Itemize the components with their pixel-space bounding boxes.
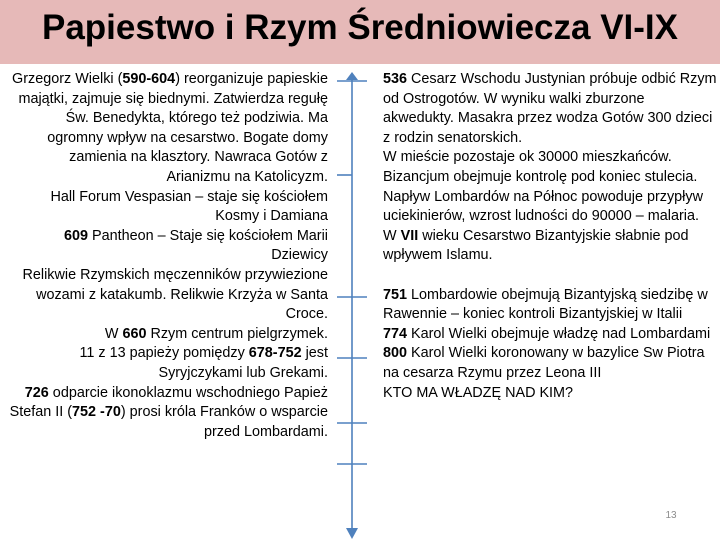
right-paragraph xyxy=(383,344,718,383)
bold-date: 660 xyxy=(122,325,147,342)
right-paragraph xyxy=(383,168,718,188)
page-number: 13 xyxy=(665,510,677,521)
text-run: Lombardowie obejmują Bizantyjską siedzibę w Rawennie – koniec kontroli Bizantyjskiej w Italii xyxy=(383,286,708,323)
right-paragraph xyxy=(383,325,718,345)
text-run: W mieście pozostaje ok 30000 mieszkańców. xyxy=(383,149,672,166)
text-run: KTO MA WŁADZĘ NAD KIM? xyxy=(383,384,574,401)
bold-date: 774 xyxy=(383,325,408,342)
text-run: W xyxy=(104,325,123,342)
right-paragraph xyxy=(383,227,718,266)
left-paragraph xyxy=(6,325,328,345)
right-column xyxy=(383,70,718,403)
bold-date: 800 xyxy=(383,345,408,362)
text-run: ) prosi króla Franków o wsparcie przed Lombardami. xyxy=(120,404,328,440)
bold-date: 726 xyxy=(24,384,49,401)
text-run: Pantheon – Staje się kościołem Marii Dziewicy xyxy=(88,227,328,264)
text-run: Napływ Lombardów na Północ powoduje przypływ uciekinierów, wzrost ludności do 90000 – malaria. xyxy=(383,188,703,225)
bold-date: 609 xyxy=(64,227,89,244)
right-paragraph xyxy=(383,188,718,227)
left-paragraph xyxy=(6,188,328,227)
bold-date: 678-752 xyxy=(248,345,302,362)
bold-date: VII xyxy=(400,227,419,244)
text-run: Karol Wielki obejmuje władzę nad Lombardami xyxy=(407,325,711,342)
slide-title: Papiestwo i Rzym Średniowiecza VI-IX xyxy=(41,8,678,47)
timeline-arrowhead-top xyxy=(346,72,358,80)
bold-date: 536 xyxy=(383,71,408,87)
right-paragraph xyxy=(383,70,718,148)
left-paragraph xyxy=(6,266,328,325)
timeline-arrowhead-bottom xyxy=(346,528,358,539)
left-paragraph xyxy=(6,70,328,188)
text-run: jest Syryjczykami lub Grekami. xyxy=(158,345,328,381)
left-paragraph xyxy=(6,384,328,443)
text-run: Hall Forum Vespasian – staje się kościołem Kosmy i Damiana xyxy=(50,188,328,225)
right-paragraph xyxy=(383,148,718,168)
bold-date: 751 xyxy=(383,286,408,303)
left-paragraph xyxy=(6,344,328,383)
text-run: wieku Cesarstwo Bizantyjskie słabnie pod wpływem Islamu. xyxy=(383,227,689,264)
bold-date: 590-604 xyxy=(122,71,176,87)
text-run: Rzym centrum pielgrzymek. xyxy=(146,325,328,342)
right-paragraph xyxy=(383,384,718,404)
bold-date: 752 -70 xyxy=(72,404,121,421)
text-run: W xyxy=(383,227,401,244)
text-run: Grzegorz Wielki ( xyxy=(12,71,123,87)
left-column xyxy=(6,70,328,442)
text-run: Cesarz Wschodu Justynian próbuje odbić Rzym od Ostrogotów. W wyniku walki zburzone akwedukty. Masakra przez wodza Gotów 300 dzieci z rodzin senatorskich. xyxy=(383,71,717,146)
left-paragraph xyxy=(6,227,328,266)
text-run: Bizancjum obejmuje kontrolę pod koniec stulecia. xyxy=(383,168,698,185)
text-run: Karol Wielki koronowany w bazylice Sw Piotra na cesarza Rzymu przez Leona III xyxy=(383,345,705,381)
text-run: 11 z 13 papieży pomiędzy xyxy=(79,345,249,362)
text-run: ) reorganizuje papieskie majątki, zajmuje się biednymi. Zatwierdza regułę Św. Benedykta, którego też podziwia. Ma ogromny wpływ na cesarstwo. Bogate domy zamienia na klasztory. Nawraca Gotów z Arianizmu na Katolicyzm. xyxy=(18,71,328,185)
right-paragraph xyxy=(383,286,718,325)
text-run: odparcie ikonoklazmu wschodniego Papież Stefan II ( xyxy=(9,384,328,421)
right-paragraph xyxy=(383,266,718,286)
text-run: Relikwie Rzymskich męczenników przywiezione wozami z katakumb. Relikwie Krzyża w Santa Croce. xyxy=(22,266,328,323)
